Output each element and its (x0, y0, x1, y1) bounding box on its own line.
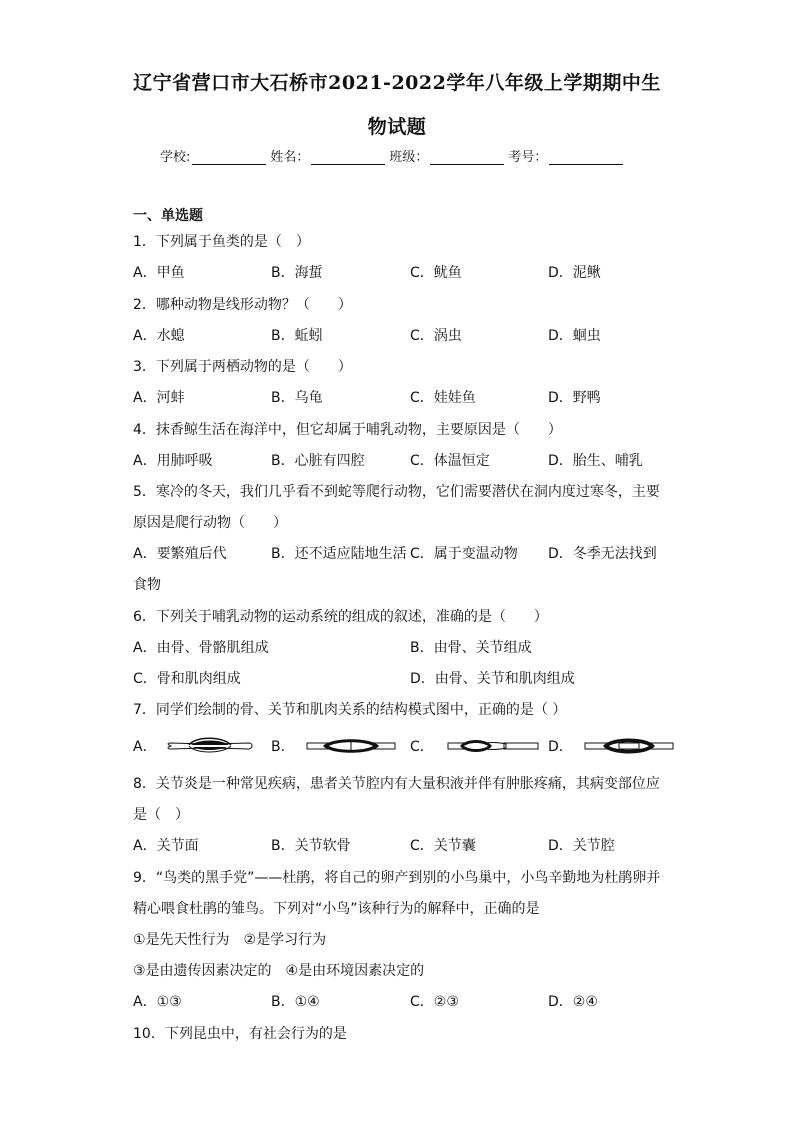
name-label: 姓名： (270, 150, 310, 165)
question-9-statement-1-2: ①是先天性行为 ②是学习行为 (133, 932, 327, 948)
question-5-option-d-continued: 食物 (133, 577, 161, 593)
exam-title-line1: 辽宁省营口市大石桥市2021-2022学年八年级上学期期中生 (133, 72, 661, 94)
school-field (160, 146, 266, 165)
question-5-stem-line2: 原因是爬行动物（ ） (133, 515, 287, 531)
question-3-option-c[interactable]: C．娃娃鱼 (410, 390, 476, 406)
school-blank[interactable] (192, 150, 266, 165)
question-9-option-a[interactable]: A．①③ (133, 994, 182, 1010)
question-5-option-b[interactable]: B．还不适应陆地生活 (271, 546, 407, 562)
question-1-option-d[interactable]: D．泥鳅 (548, 265, 601, 281)
question-4-option-c[interactable]: C．体温恒定 (410, 453, 490, 469)
question-7-option-d[interactable] (548, 734, 677, 758)
question-9-option-b[interactable]: B．①④ (271, 994, 320, 1010)
bone-muscle-diagram-c (442, 734, 542, 758)
question-6-stem: 6．下列关于哺乳动物的运动系统的组成的叙述，准确的是（ ） (133, 609, 548, 625)
question-6-option-a[interactable]: A．由骨、骨骼肌组成 (133, 640, 269, 656)
question-2-option-b[interactable]: B．蚯蚓 (271, 328, 323, 344)
question-10-stem: 10．下列昆虫中，有社会行为的是 (133, 1026, 347, 1042)
question-1-stem: 1．下列属于鱼类的是（ ） (133, 234, 310, 250)
question-3-option-a[interactable]: A．河蚌 (133, 390, 185, 406)
school-label: 学校: (160, 150, 191, 165)
class-field (389, 146, 504, 165)
question-4-option-a[interactable]: A．用肺呼吸 (133, 453, 213, 469)
question-7-option-c-label: C． (410, 739, 434, 755)
exam-number-label: 考号： (508, 150, 548, 165)
question-3-stem: 3．下列属于两栖动物的是（ ） (133, 359, 352, 375)
name-blank[interactable] (311, 150, 385, 165)
student-info-row (160, 146, 627, 165)
question-8-option-d[interactable]: D．关节腔 (548, 838, 615, 854)
question-7-option-a[interactable] (133, 734, 255, 758)
question-7-option-c[interactable] (410, 734, 542, 758)
question-2-stem: 2．哪种动物是线形动物？（ ） (133, 297, 352, 313)
question-5-option-a[interactable]: A．要繁殖后代 (133, 546, 227, 562)
question-2-option-c[interactable]: C．涡虫 (410, 328, 462, 344)
question-6-option-d[interactable]: D．由骨、关节和肌肉组成 (410, 671, 575, 687)
question-1-option-a[interactable]: A．甲鱼 (133, 265, 185, 281)
question-4-option-b[interactable]: B．心脏有四腔 (271, 453, 365, 469)
question-4-stem: 4．抹香鲸生活在海洋中，但它却属于哺乳动物，主要原因是（ ） (133, 422, 562, 438)
question-4-option-d[interactable]: D．胎生、哺乳 (548, 453, 643, 469)
question-1-option-b[interactable]: B．海蜇 (271, 265, 323, 281)
question-8-option-a[interactable]: A．关节面 (133, 838, 199, 854)
exam-number-blank[interactable] (549, 150, 623, 165)
name-field (270, 146, 385, 165)
question-2-option-d[interactable]: D．蛔虫 (548, 328, 601, 344)
question-9-stem-line1: 9．“鸟类的黑手党”——杜鹃，将自己的卵产到别的小鸟巢中，小鸟辛勤地为杜鹃卵并 (133, 870, 661, 886)
question-7-stem: 7．同学们绘制的骨、关节和肌肉关系的结构模式图中，正确的是（ ） (133, 702, 567, 718)
question-1-option-c[interactable]: C．鱿鱼 (410, 265, 462, 281)
question-9-stem-line2: 精心喂食杜鹃的雏鸟。下列对“小鸟”该种行为的解释中，正确的是 (133, 901, 540, 917)
question-3-option-b[interactable]: B．乌龟 (271, 390, 323, 406)
question-7-option-b[interactable] (271, 734, 399, 758)
question-8-option-b[interactable]: B．关节软骨 (271, 838, 351, 854)
class-blank[interactable] (430, 150, 504, 165)
question-7-option-b-label: B． (271, 739, 295, 755)
question-8-option-c[interactable]: C．关节囊 (410, 838, 476, 854)
question-9-option-d[interactable]: D．②④ (548, 994, 598, 1010)
class-label: 班级： (389, 150, 429, 165)
question-9-statement-3-4: ③是由遗传因素决定的 ④是由环境因素决定的 (133, 963, 425, 979)
question-9-option-c[interactable]: C．②③ (410, 994, 459, 1010)
question-5-stem-line1: 5．寒冷的冬天，我们几乎看不到蛇等爬行动物，它们需要潜伏在洞内度过寒冬，主要 (133, 484, 660, 500)
bone-muscle-diagram-b (303, 734, 399, 758)
exam-number-field (508, 146, 623, 165)
question-6-option-c[interactable]: C．骨和肌肉组成 (133, 671, 241, 687)
question-6-option-b[interactable]: B．由骨、关节组成 (410, 640, 532, 656)
bone-muscle-diagram-a (165, 734, 255, 758)
bone-muscle-diagram-d (581, 734, 677, 758)
question-5-option-d[interactable]: D．冬季无法找到 (548, 546, 657, 562)
question-8-stem-line1: 8．关节炎是一种常见疾病，患者关节腔内有大量积液并伴有肿胀疼痛，其病变部位应 (133, 776, 660, 792)
question-7-option-d-label: D． (548, 739, 573, 755)
question-5-option-c[interactable]: C．属于变温动物 (410, 546, 518, 562)
question-3-option-d[interactable]: D．野鸭 (548, 390, 601, 406)
section-heading: 一、单选题 (133, 208, 203, 224)
question-7-option-a-label: A． (133, 739, 157, 755)
exam-title-line2: 物试题 (367, 116, 427, 138)
question-8-stem-line2: 是（ ） (133, 807, 189, 823)
question-2-option-a[interactable]: A．水螅 (133, 328, 185, 344)
